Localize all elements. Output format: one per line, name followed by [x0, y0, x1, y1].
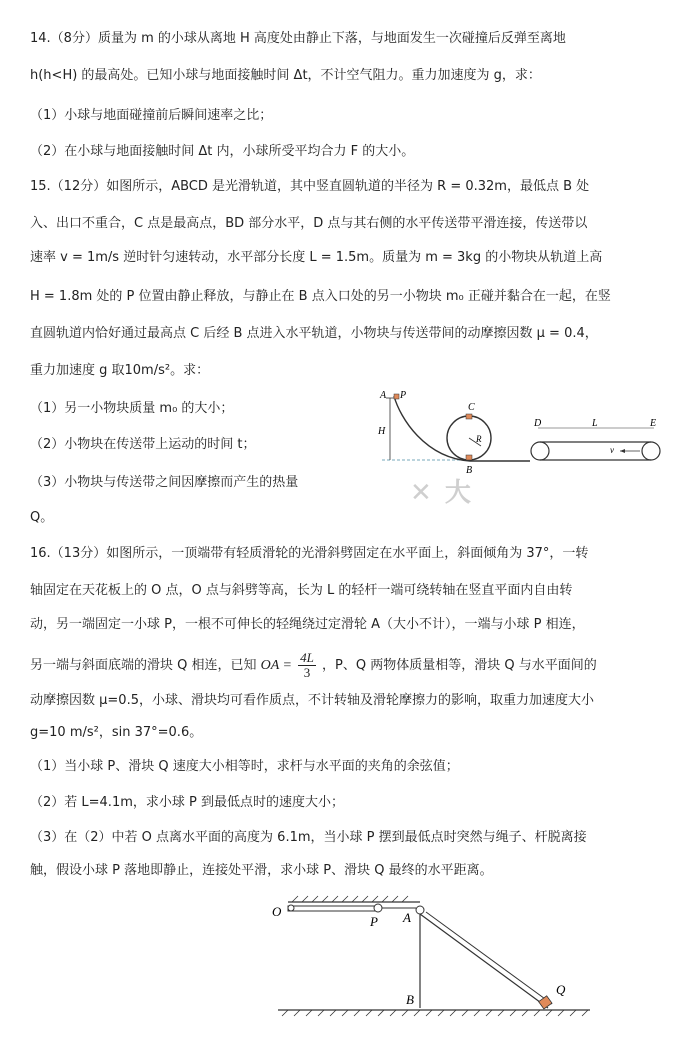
q15-label-L: L	[592, 418, 598, 429]
q16-line-4	[30, 651, 597, 680]
q16-line-2: 轴固定在天花板上的 O 点，O 点与斜劈等高，长为 L 的轻杆一端可绕转轴在竖直平面内自由转	[30, 583, 573, 598]
q15-line-3: 速率 v = 1m/s 逆时针匀速转动，水平部分长度 L = 1.5m。质量为 m = 3kg 的小物块从轨道上高	[30, 250, 603, 265]
watermark: ✕ 大	[410, 478, 473, 508]
q15-sub-1: （1）另一小物块质量 m₀ 的大小；	[30, 401, 234, 416]
q16-label-Q: Q	[556, 982, 566, 997]
q15-label-v: v	[610, 445, 614, 455]
q16-incline-figure	[260, 890, 600, 1030]
q15-sub-3a: （3）小物块与传送带之间因摩擦而产生的热量	[30, 475, 299, 490]
q16-oa-equation: OA =	[260, 658, 292, 673]
q16-line-1: 16.（13分）如图所示，一顶端带有轻质滑轮的光滑斜劈固定在水平面上，斜面倾角为 37°，一转	[30, 546, 589, 561]
q16-oa-fraction	[298, 651, 316, 680]
q16-oa-numerator: 4L	[300, 650, 314, 665]
q15-sub-2: （2）小物块在传送带上运动的时间 t；	[30, 437, 256, 452]
q16-line-5: 动摩擦因数 μ=0.5，小球、滑块均可看作质点，不计转轴及滑轮摩擦力的影响，取重力加速度大小	[30, 693, 594, 708]
q15-sub-3b: Q。	[30, 510, 54, 525]
q16-label-A: A	[403, 910, 411, 925]
q14-sub-2: （2）在小球与地面接触时间 Δt 内，小球所受平均合力 F 的大小。	[30, 144, 415, 159]
q15-label-R: R	[476, 434, 482, 444]
q16-label-B: B	[406, 992, 414, 1007]
q15-label-P: P	[400, 390, 407, 401]
q16-line-6: g=10 m/s²，sin 37°=0.6。	[30, 725, 203, 740]
q16-label-O: O	[272, 904, 282, 919]
q15-label-E: E	[650, 418, 657, 429]
q15-line-4: H = 1.8m 处的 P 位置由静止释放，与静止在 B 点入口处的另一小物块 m₀ 正碰并黏合在一起，在竖	[30, 289, 611, 304]
q16-label-P: P	[370, 914, 378, 929]
q15-line-6: 重力加速度 g 取10m/s²。求：	[30, 363, 210, 378]
q15-label-C: C	[468, 402, 475, 413]
q15-line-2: 入、出口不重合，C 点是最高点，BD 部分水平，D 点与其右侧的水平传送带平滑连接，传送带以	[30, 216, 588, 231]
q15-label-B: B	[466, 465, 473, 476]
q14-line-1: 14.（8分）质量为 m 的小球从离地 H 高度处由静止下落，与地面发生一次碰撞后反弹至离地	[30, 31, 566, 46]
q15-label-A: A	[380, 390, 387, 401]
q16-oa-denominator: 3	[303, 665, 311, 680]
q16-line-4-start: 另一端与斜面底端的滑块 Q 相连，已知	[30, 658, 257, 673]
q15-line-5: 直圆轨道内恰好通过最高点 C 后经 B 点进入水平轨道，小物块与传送带间的动摩擦因数 μ = 0.4，	[30, 326, 598, 341]
q16-sub-3b: 触，假设小球 P 落地即静止，连接处平滑，求小球 P、滑块 Q 最终的水平距离。	[30, 863, 493, 878]
q15-track-figure	[370, 388, 670, 478]
q16-sub-1: （1）当小球 P、滑块 Q 速度大小相等时，求杆与水平面的夹角的余弦值；	[30, 759, 459, 774]
q15-label-D: D	[534, 418, 542, 429]
q15-line-1: 15.（12分）如图所示，ABCD 是光滑轨道，其中竖直圆轨道的半径为 R = 0.32m，最低点 B 处	[30, 179, 590, 194]
q16-line-3: 动，另一端固定一小球 P，一根不可伸长的轻绳绕过定滑轮 A（大小不计），一端与小球 P 相连，	[30, 617, 585, 632]
q15-label-H: H	[378, 426, 386, 437]
q14-sub-1: （1）小球与地面碰撞前后瞬间速率之比；	[30, 108, 273, 123]
q16-line-4-end: ，P、Q 两物体质量相等，滑块 Q 与水平面间的	[322, 658, 597, 673]
q16-sub-3a: （3）在（2）中若 O 点离水平面的高度为 6.1m，当小球 P 摆到最低点时突然与绳子、杆脱离接	[30, 830, 587, 845]
q16-sub-2: （2）若 L=4.1m，求小球 P 到最低点时的速度大小；	[30, 795, 344, 810]
q14-line-2: h(h<H) 的最高处。已知小球与地面接触时间 Δt，不计空气阻力。重力加速度为 g，求：	[30, 68, 541, 83]
